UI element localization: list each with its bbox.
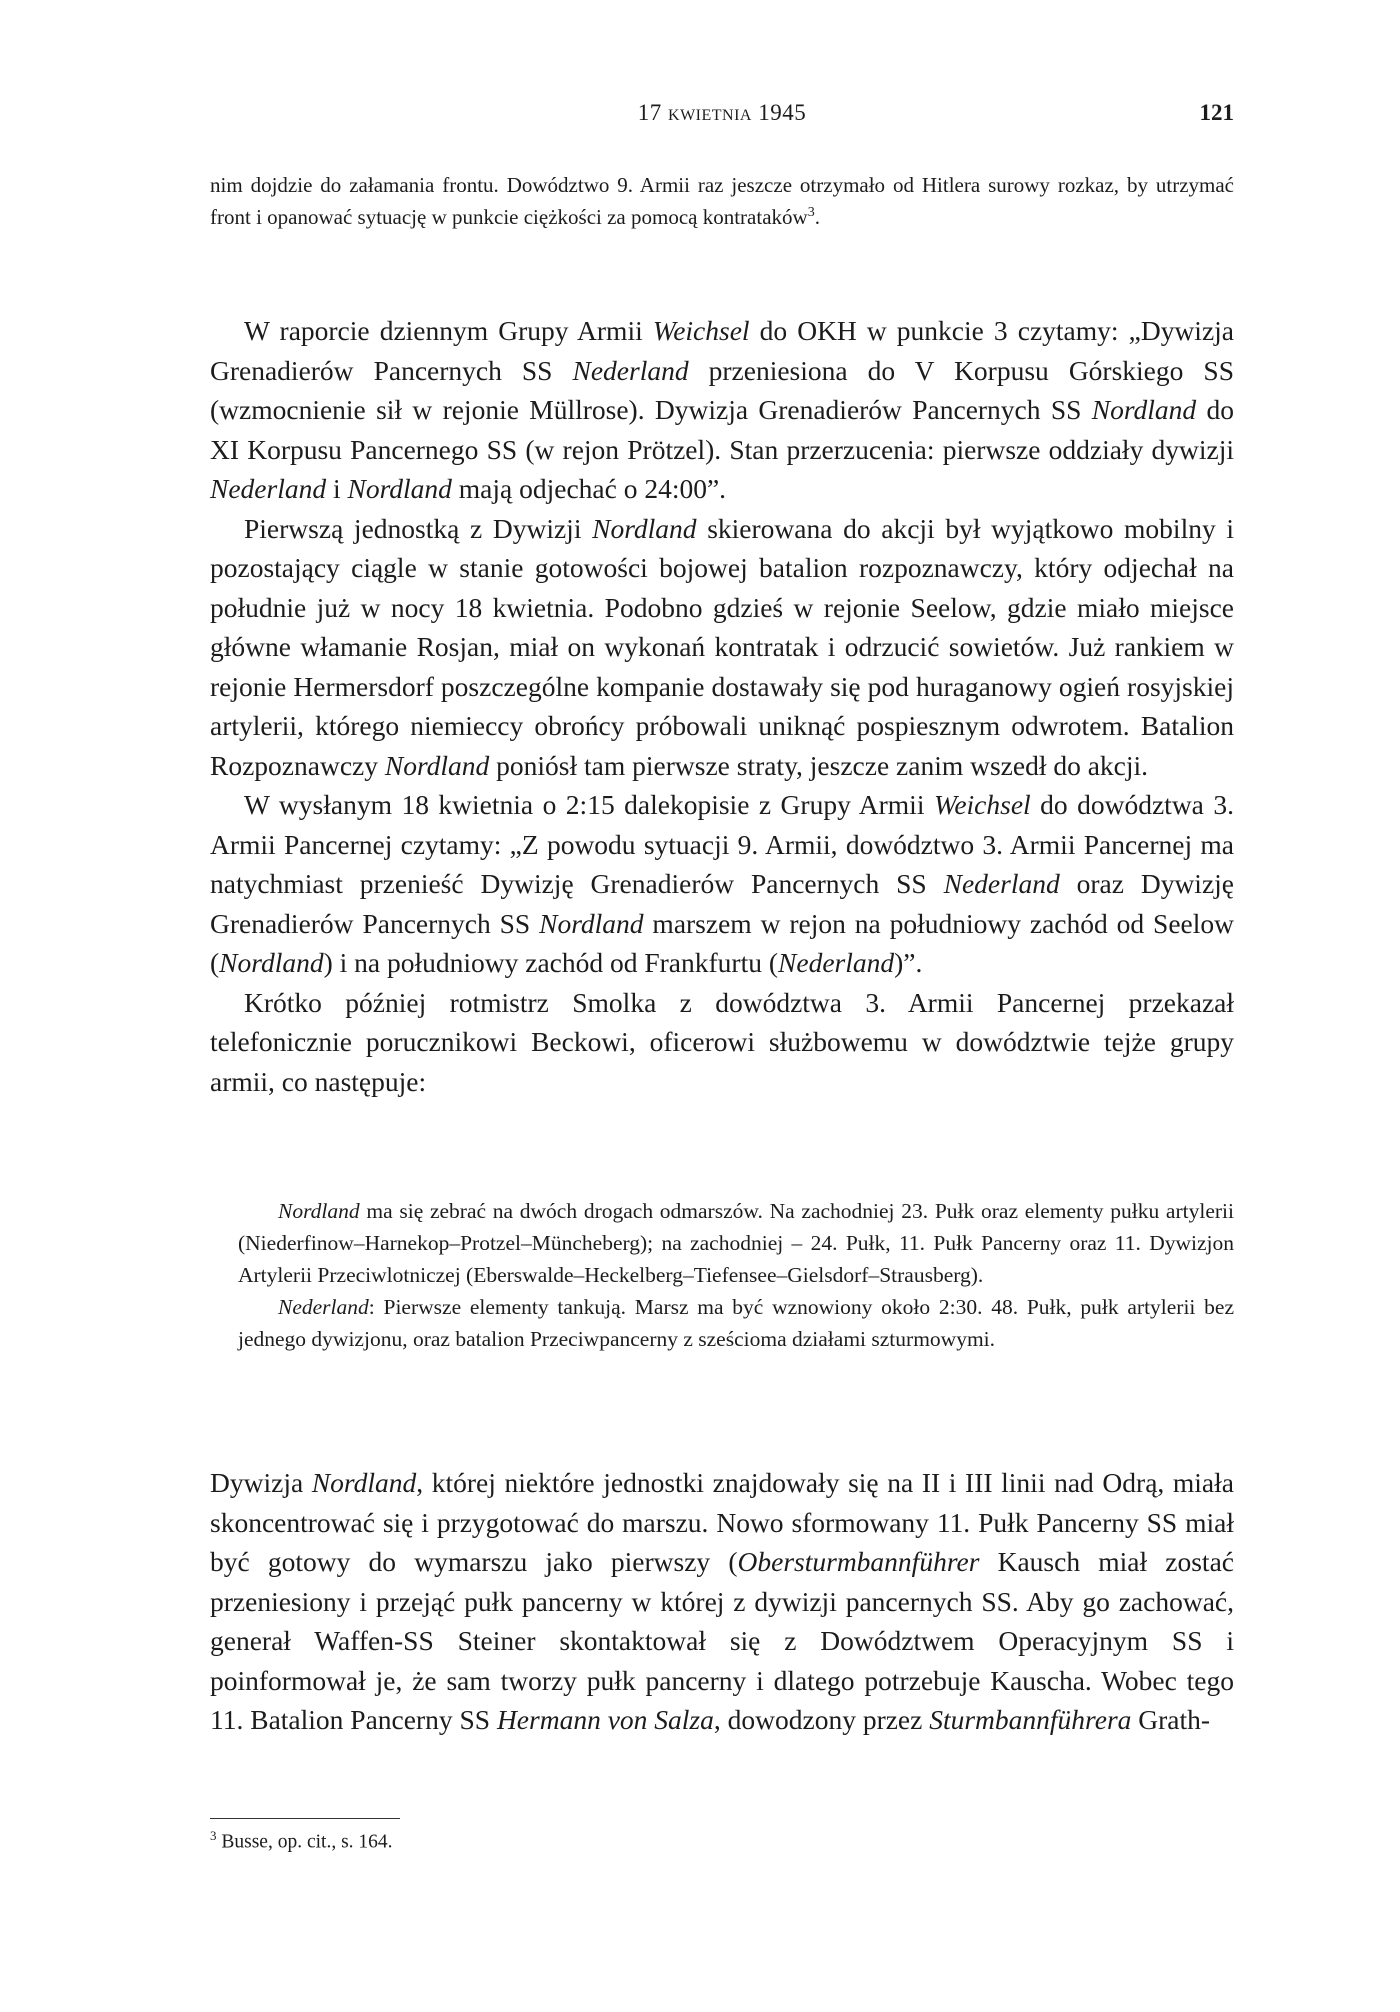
paragraph-4: Krótko później rotmistrz Smolka z dowództwa 3. Armii Pancernej przekazał telefonicznie porucznikowi Beckowi, oficerowi służbowemu w dowództwie tejże grupy armii, co następuje: [210,986,1234,1097]
main-text [210,311,1234,1101]
intro-paragraph [210,170,1234,233]
closing-paragraph [210,1463,1234,1740]
page-number: 121 [1199,100,1234,125]
paragraph-3: W wysłanym 18 kwietnia o 2:15 dalekopisie z Grupy Armii Weichsel do dowództwa 3. Armii Pancernej czytamy: „Z powodu sytuacji 9. Armii, dowództwo 3. Armii Pancernej ma natychmiast przenieść Dywizję Grenadierów Pancernych SS Nederland oraz Dywizję Grenadierów Pancernych SS Nordland marszem w rejon na południowy zachód od Seelow (Nordland) i na południowy zachód od Frankfurtu (Nederland)”. [210,789,1235,978]
intro-text: nim dojdzie do załamania frontu. Dowództwo 9. Armii raz jeszcze otrzymało od Hitlera surowy rozkaz, by utrzymać front i opanować sytuację w punkcie ciężkości za pomocą kontrataków [210,173,1234,229]
footnote [210,1828,393,1854]
paragraph-1: W raporcie dziennym Grupy Armii Weichsel do OKH w punkcie 3 czytamy: „Dywizja Grenadierów Pancernych SS Nederland przeniesiona do V Korpusu Górskiego SS (wzmocnienie sił w rejonie Müllrose). Dywizja Grenadierów Pancernych SS Nordland do XI Korpusu Pancernego SS (w rejon Prötzel). Stan przerzucenia: pierwsze oddziały dywizji Nederland i Nordland mają odjechać o 24:00”. [210,315,1234,504]
footnote-text: Busse, op. cit., s. 164. [216,1831,393,1853]
page-header [210,100,1234,140]
footnote-divider [210,1818,400,1819]
footnote-reference[interactable]: 3 [807,204,815,220]
intro-end: . [814,204,820,229]
quote-paragraph-1: Nordland ma się zebrać na dwóch drogach odmarszów. Na zachodniej 23. Pułk oraz elementy pułku artylerii (Niederfinow–Harnekop–Protzel–Müncheberg); na zachodniej – 24. Pułk, 11. Pułk Pancerny oraz 11. Dywizjon Artylerii Przeciwlotniczej (Eberswalde–Heckelberg–Tiefensee–Gielsdorf–Strausberg). [238,1199,1234,1287]
footnote-marker: 3 [210,1828,217,1843]
quote-paragraph-2: Nederland: Pierwsze elementy tankują. Marsz ma być wznowiony około 2:30. 48. Pułk, pułk artylerii bez jednego dywizjonu, oraz batalion Przeciwpancerny z sześcioma działami szturmowymi. [238,1295,1234,1351]
paragraph-2: Pierwszą jednostką z Dywizji Nordland skierowana do akcji był wyjątkowo mobilny i pozostający ciągle w stanie gotowości bojowej batalion rozpoznawczy, który odjechał na południe już w nocy 18 kwietnia. Podobno gdzieś w rejonie Seelow, gdzie miało miejsce główne włamanie Rosjan, miał on wykonań kontratak i odrzucić sowietów. Już rankiem w rejonie Hermersdorf poszczególne kompanie dostawały się pod huraganowy ogień rosyjskiej artylerii, którego niemieccy obrońcy próbowali uniknąć pospiesznym odwrotem. Batalion Rozpoznawczy Nordland poniósł tam pierwsze straty, jeszcze zanim wszedł do akcji. [210,512,1235,781]
block-quote [238,1195,1234,1355]
running-head: 17 kwietnia 1945 [637,100,807,125]
paragraph-5: Dywizja Nordland, której niektóre jednostki znajdowały się na II i III linii nad Odrą, miała skoncentrować się i przygotować do marszu. Nowo sformowany 11. Pułk Pancerny SS miał być gotowy do wymarszu jako pierwszy (Obersturmbannführer Kausch miał zostać przeniesiony i przejąć pułk pancerny w której z dywizji pancernych SS. Aby go zachować, generał Waffen-SS Steiner skontaktował się z Dowództwem Operacyjnym SS i poinformował je, że sam tworzy pułk pancerny i dlatego potrzebuje Kauscha. Wobec tego 11. Batalion Pancerny SS Hermann von Salza, dowodzony przez Sturmbannführera Grath- [210,1467,1234,1735]
